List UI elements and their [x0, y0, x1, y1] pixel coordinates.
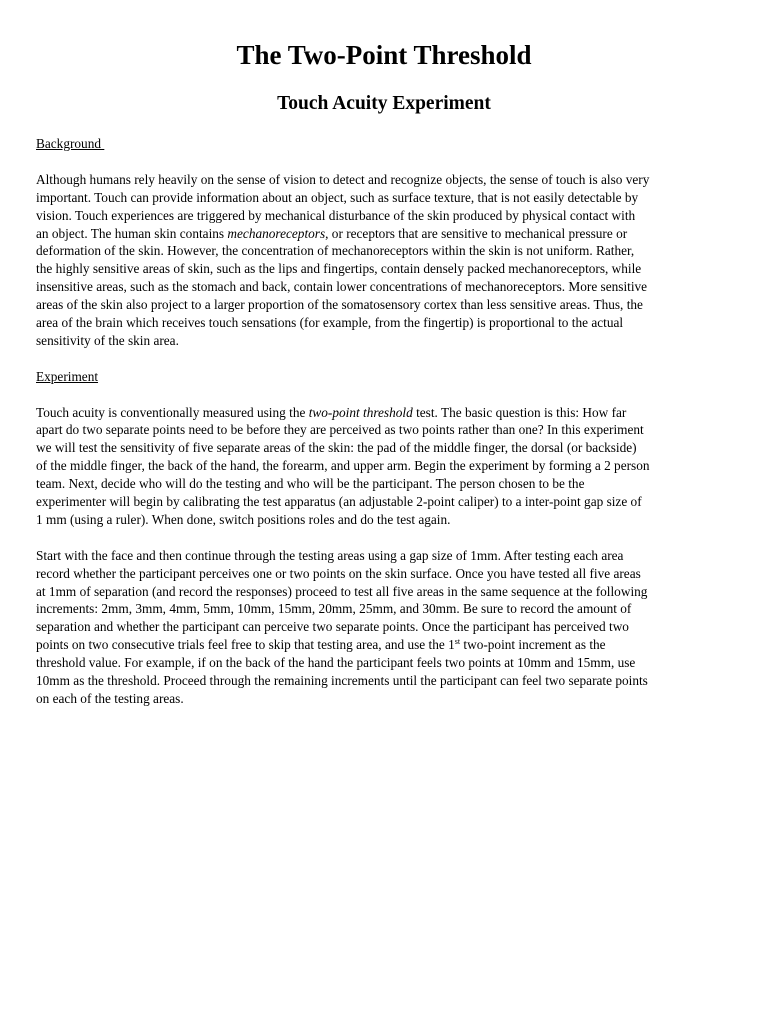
- emphasis-mechanoreceptors: mechanoreceptors: [227, 225, 326, 241]
- text-run: test. The basic question is this: How far: [412, 404, 627, 420]
- text-line: on each of the testing areas.: [36, 691, 184, 706]
- paragraph-experiment-intro: [36, 404, 736, 529]
- text-line: Although humans rely heavily on the sense of vision to detect and recognize objects, the sense of touch is also very: [36, 171, 650, 187]
- text-line: apart do two separate points need to be before they are perceived as two points rather than one? In this experiment: [36, 422, 644, 438]
- spacer: [36, 350, 736, 368]
- text-line: record whether the participant perceives one or two points on the skin surface. Once you have tested all five areas: [36, 565, 641, 581]
- text-line: separation and whether the participant can perceive two separate points. Once the participant has perceived two: [36, 619, 629, 635]
- paragraph-background: [36, 171, 736, 350]
- document-title: The Two-Point Threshold: [236, 40, 532, 70]
- text-line: sensitivity of the skin area.: [36, 332, 179, 348]
- text-line: [36, 225, 736, 243]
- text-line: experimenter will begin by calibrating the test apparatus (an adjustable 2-point caliper) to a inter-point gap size of: [36, 494, 642, 510]
- text-line: insensitive areas, such as the stomach and back, contain lower concentrations of mechanoreceptors. More sensitive: [36, 279, 648, 295]
- text-line: important. Touch can provide information about an object, such as surface texture, that is not easily detectable by: [36, 189, 639, 205]
- section-heading-experiment: Experiment: [36, 368, 99, 384]
- text-line: at 1mm of separation (and record the responses) proceed to test all five areas in the same sequence at the following: [36, 583, 648, 599]
- text-line: the highly sensitive areas of skin, such as the lips and fingertips, contain densely packed mechanoreceptors, while: [36, 261, 642, 277]
- document-subtitle: Touch Acuity Experiment: [277, 93, 491, 114]
- text-line: area of the brain which receives touch sensations (for example, from the fingertip) is proportional to the actual: [36, 315, 624, 331]
- text-run: two-point increment as the: [460, 637, 606, 653]
- section-heading-background: Background: [36, 136, 105, 151]
- ordinal-superscript: st: [454, 637, 461, 647]
- text-line: of the middle finger, the back of the hand, the forearm, and upper arm. Begin the experiment by forming a 2 person: [36, 458, 650, 474]
- text-run: an object. The human skin contains: [36, 225, 228, 241]
- text-run: Touch acuity is conventionally measured using the: [36, 404, 309, 420]
- text-line: deformation of the skin. However, the concentration of mechanoreceptors within the skin is not uniform. Rather,: [36, 243, 635, 259]
- text-line: Start with the face and then continue through the testing areas using a gap size of 1mm. After testing each area: [36, 547, 624, 563]
- spacer: [36, 153, 736, 171]
- spacer: [36, 386, 736, 404]
- text-line: we will test the sensitivity of five separate areas of the skin: the pad of the middle finger, the dorsal (or backside): [36, 440, 637, 456]
- text-line: increments: 2mm, 3mm, 4mm, 5mm, 10mm, 15mm, 20mm, 25mm, and 30mm. Be sure to record the amount of: [36, 601, 632, 617]
- text-line: areas of the skin also project to a larger proportion of the somatosensory cortex than less sensitive areas. Thus, the: [36, 297, 643, 313]
- text-run: , or receptors that are sensitive to mechanical pressure or: [325, 225, 628, 241]
- emphasis-two-point-threshold: two-point threshold: [308, 404, 413, 420]
- paragraph-experiment-procedure: [36, 547, 736, 708]
- text-line: 1 mm (using a ruler). When done, switch positions roles and do the test again.: [36, 511, 451, 527]
- text-line: vision. Touch experiences are triggered by mechanical disturbance of the skin produced by physical contact with: [36, 207, 636, 223]
- text-line: threshold value. For example, if on the back of the hand the participant feels two points at 10mm and 15mm, use: [36, 655, 636, 671]
- text-line: [36, 404, 736, 422]
- text-line: team. Next, decide who will do the testing and who will be the participant. The person chosen to be the: [36, 476, 585, 492]
- text-run: points on two consecutive trials feel free to skip that testing area, and use the 1: [36, 637, 455, 653]
- text-line: [36, 636, 736, 654]
- document-body: [36, 135, 736, 708]
- text-line: 10mm as the threshold. Proceed through the remaining increments until the participant can feel two separate points: [36, 673, 648, 689]
- spacer: [36, 529, 736, 547]
